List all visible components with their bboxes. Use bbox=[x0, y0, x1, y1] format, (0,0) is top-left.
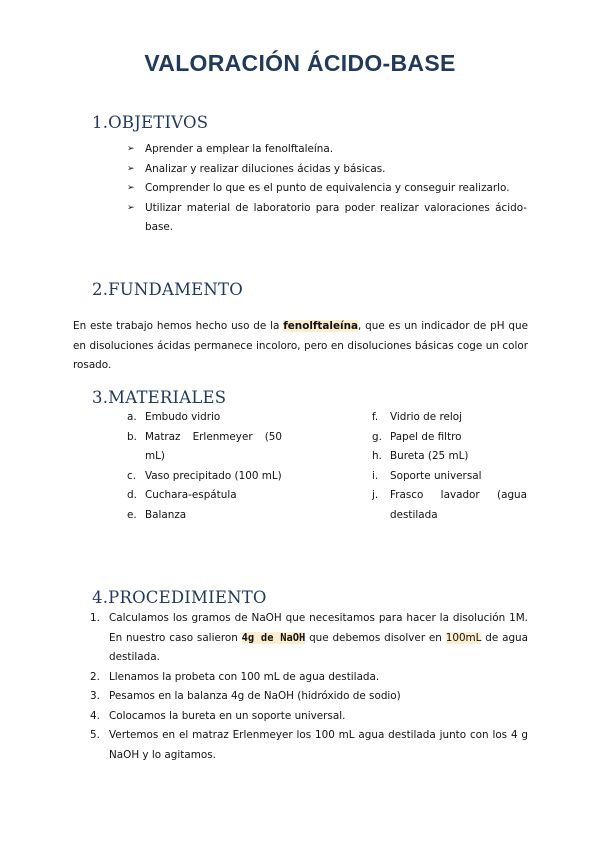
objetivos-list bbox=[127, 140, 527, 238]
list-item bbox=[127, 140, 527, 160]
list-item bbox=[372, 408, 527, 428]
item-letter: d. bbox=[127, 489, 137, 501]
highlighted-term: fenolftaleína bbox=[283, 320, 358, 332]
step-text: Calculamos los gramos de NaOH que necesitamos para hacer la disolución 1M. En nuestro caso salieron bbox=[109, 612, 528, 644]
paragraph-text: En este trabajo hemos hecho uso de la bbox=[73, 320, 284, 332]
list-item bbox=[372, 428, 527, 448]
arrow-bullet-icon: ➢ bbox=[127, 183, 135, 193]
item-text: Soporte universal bbox=[390, 469, 482, 482]
list-item bbox=[372, 467, 527, 487]
item-text: Bureta (25 mL) bbox=[390, 450, 469, 462]
list-item bbox=[372, 486, 527, 525]
materiales-list-right bbox=[372, 408, 527, 525]
item-letter: i. bbox=[372, 469, 379, 482]
section-heading-fundamento: 2.FUNDAMENTO bbox=[92, 280, 243, 299]
list-item bbox=[127, 408, 282, 428]
item-text: Embudo vidrio bbox=[145, 411, 221, 423]
step-number: 4. bbox=[90, 709, 100, 722]
list-item bbox=[127, 199, 527, 238]
item-letter: g. bbox=[372, 430, 382, 443]
item-letter: f. bbox=[372, 411, 379, 423]
step-text: Vertemos en el matraz Erlenmeyer los 100 mL agua destilada junto con los 4 g NaOH y lo agitamos. bbox=[109, 729, 528, 761]
highlighted-term: 100mL bbox=[445, 631, 482, 644]
step-text: Pesamos en la balanza 4g de NaOH (hidróxido de sodio) bbox=[109, 690, 401, 702]
list-item bbox=[372, 447, 527, 467]
step-number: 3. bbox=[90, 690, 100, 702]
list-item bbox=[90, 726, 528, 765]
page-title: VALORACIÓN ÁCIDO-BASE bbox=[144, 50, 456, 76]
arrow-bullet-icon: ➢ bbox=[127, 202, 135, 213]
step-number: 1. bbox=[90, 612, 100, 624]
step-number: 2. bbox=[90, 670, 100, 683]
step-text: Llenamos la probeta con 100 mL de agua destilada. bbox=[109, 670, 380, 683]
list-item bbox=[90, 707, 528, 727]
list-item-text: Analizar y realizar diluciones ácidas y básicas. bbox=[145, 162, 386, 175]
list-item bbox=[127, 179, 527, 199]
paragraph-text: , que es un indicador de pH que en disoluciones ácidas permanece incoloro, pero en disoluciones básicas coge un color rosado. bbox=[73, 320, 528, 371]
fundamento-paragraph bbox=[73, 317, 528, 376]
list-item-text: Comprender lo que es el punto de equivalencia y conseguir realizarlo. bbox=[145, 182, 510, 194]
list-item bbox=[127, 486, 282, 506]
item-text: Vidrio de reloj bbox=[390, 411, 463, 423]
item-text: Balanza bbox=[145, 508, 187, 521]
list-item bbox=[90, 609, 528, 668]
item-text: Vaso precipitado (100 mL) bbox=[145, 469, 282, 482]
item-letter: b. bbox=[127, 430, 137, 443]
list-item bbox=[127, 506, 282, 526]
arrow-bullet-icon: ➢ bbox=[127, 163, 135, 174]
list-item bbox=[90, 687, 528, 707]
item-letter: e. bbox=[127, 508, 137, 521]
section-heading-materiales: 3.MATERIALES bbox=[92, 388, 227, 407]
list-item-text: Aprender a emplear la fenolftaleína. bbox=[145, 143, 334, 155]
list-item bbox=[127, 467, 282, 487]
highlighted-term: 4g de NaOH bbox=[241, 631, 306, 644]
step-number: 5. bbox=[90, 729, 100, 741]
list-item bbox=[127, 160, 527, 180]
list-item bbox=[90, 668, 528, 688]
item-text: Matraz Erlenmeyer (50 mL) bbox=[145, 430, 282, 462]
item-letter: h. bbox=[372, 450, 382, 462]
list-item-text: Utilizar material de laboratorio para poder realizar valoraciones ácido-base. bbox=[145, 201, 527, 233]
list-item bbox=[127, 428, 282, 467]
materiales-list-left bbox=[127, 408, 282, 525]
item-letter: c. bbox=[127, 469, 137, 482]
item-letter: j. bbox=[372, 489, 379, 501]
section-heading-procedimiento: 4.PROCEDIMIENTO bbox=[92, 588, 267, 607]
arrow-bullet-icon: ➢ bbox=[127, 144, 135, 154]
section-heading-objetivos: 1.OBJETIVOS bbox=[92, 113, 209, 132]
item-text: Cuchara-espátula bbox=[145, 489, 237, 501]
procedimiento-list bbox=[90, 609, 528, 765]
item-text: Frasco lavador (agua destilada bbox=[390, 489, 527, 521]
step-text: que debemos disolver en bbox=[305, 631, 446, 644]
step-text: de agua destilada. bbox=[109, 631, 529, 663]
step-text: Colocamos la bureta en un soporte universal. bbox=[109, 709, 346, 722]
item-letter: a. bbox=[127, 411, 137, 423]
item-text: Papel de filtro bbox=[390, 430, 462, 443]
